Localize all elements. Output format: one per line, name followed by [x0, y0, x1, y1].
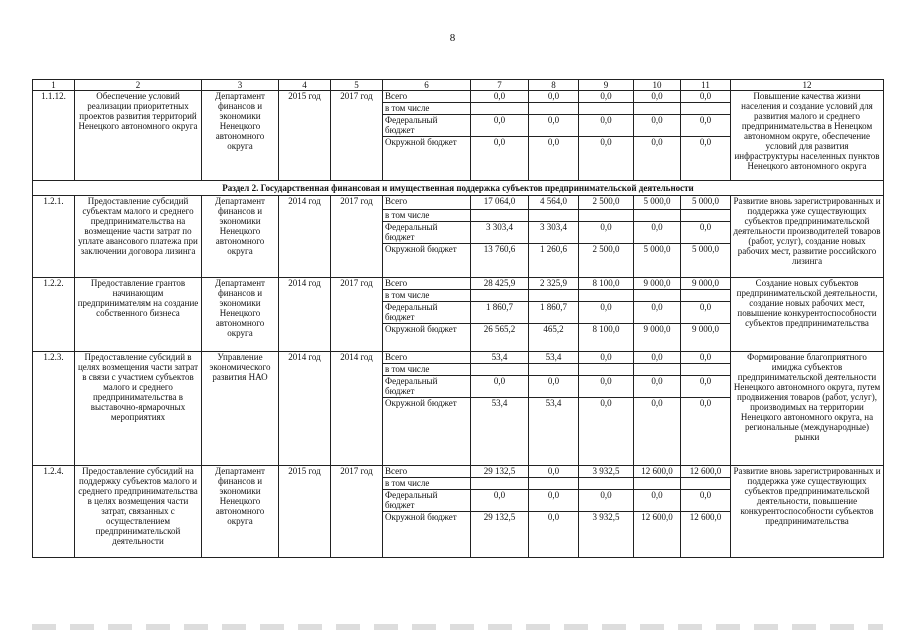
funding-value: 0,0 — [529, 115, 579, 137]
funding-value: 53,4 — [471, 398, 529, 466]
funding-value: 28 425,9 — [471, 278, 529, 290]
funding-value: 0,0 — [681, 352, 731, 364]
column-number: 8 — [529, 80, 579, 91]
funding-value: 0,0 — [471, 137, 529, 181]
funding-value — [681, 478, 731, 490]
funding-value: 0,0 — [634, 490, 681, 512]
measure-number: 1.1.12. — [33, 91, 75, 181]
funding-value: 3 303,4 — [471, 222, 529, 244]
funding-value: 1 860,7 — [471, 302, 529, 324]
funding-value — [471, 290, 529, 302]
funding-value: 0,0 — [634, 115, 681, 137]
funding-value: 0,0 — [529, 91, 579, 103]
funding-value: 0,0 — [529, 512, 579, 558]
funding-value — [471, 210, 529, 222]
funding-value: 0,0 — [634, 91, 681, 103]
funding-value — [579, 478, 634, 490]
funding-source: Всего — [383, 278, 471, 290]
funding-value — [529, 290, 579, 302]
measure-number: 1.2.2. — [33, 278, 75, 352]
funding-value: 0,0 — [471, 115, 529, 137]
end-year: 2017 год — [331, 466, 383, 558]
funding-value: 0,0 — [529, 376, 579, 398]
funding-value: 0,0 — [579, 115, 634, 137]
funding-value: 3 932,5 — [579, 512, 634, 558]
funding-value: 12 600,0 — [634, 512, 681, 558]
funding-source: Всего — [383, 466, 471, 478]
expected-result: Повышение качества жизни населения и создание условий для развития малого и среднего предпринимательства в Ненецком автономном округе, обеспечение условий для развития инфраструктуры населенных пунктов Ненецкого автономного округа — [731, 91, 884, 181]
funding-value: 5 000,0 — [634, 244, 681, 278]
funding-source: Федеральный бюджет — [383, 490, 471, 512]
section-title: Раздел 2. Государственная финансовая и имущественная поддержка субъектов предпринимательской деятельности — [33, 181, 884, 196]
start-year: 2014 год — [279, 278, 331, 352]
column-number: 11 — [681, 80, 731, 91]
funding-value: 12 600,0 — [681, 512, 731, 558]
column-number: 3 — [202, 80, 279, 91]
funding-value: 1 860,7 — [529, 302, 579, 324]
funding-value — [471, 103, 529, 115]
funding-value: 0,0 — [681, 137, 731, 181]
funding-value: 0,0 — [634, 302, 681, 324]
measure-number: 1.2.1. — [33, 196, 75, 278]
funding-value — [579, 103, 634, 115]
funding-value: 53,4 — [471, 352, 529, 364]
funding-value: 0,0 — [529, 137, 579, 181]
funding-value: 0,0 — [681, 302, 731, 324]
funding-source: Федеральный бюджет — [383, 302, 471, 324]
end-year: 2017 год — [331, 196, 383, 278]
measure-number: 1.2.3. — [33, 352, 75, 466]
funding-value: 0,0 — [634, 222, 681, 244]
funding-source: Всего — [383, 352, 471, 364]
funding-source: в том числе — [383, 103, 471, 115]
funding-value: 9 000,0 — [681, 324, 731, 352]
funding-value: 0,0 — [634, 376, 681, 398]
expected-result: Формирование благоприятного имиджа субъектов предпринимательской деятельности Ненецкого автономного округа, путем продвижения товаров (работ, услуг), производимых на территории Ненецкого автономного округа, на региональные (международные) рынки — [731, 352, 884, 466]
funding-value: 0,0 — [579, 376, 634, 398]
column-number: 12 — [731, 80, 884, 91]
funding-value: 53,4 — [529, 398, 579, 466]
funding-value: 9 000,0 — [681, 278, 731, 290]
executor: Департамент финансов и экономики Ненецкого автономного округа — [202, 278, 279, 352]
funding-value — [634, 210, 681, 222]
funding-value: 0,0 — [681, 222, 731, 244]
column-numbers-row — [33, 80, 884, 91]
funding-value: 0,0 — [471, 490, 529, 512]
funding-value: 0,0 — [579, 352, 634, 364]
column-number: 7 — [471, 80, 529, 91]
funding-source: Окружной бюджет — [383, 324, 471, 352]
funding-value: 17 064,0 — [471, 196, 529, 210]
expected-result: Развитие вновь зарегистрированных и поддержка уже существующих субъектов предпринимательской деятельности, повышение конкурентоспособности субъектов предпринимательства — [731, 466, 884, 558]
start-year: 2014 год — [279, 352, 331, 466]
funding-value: 0,0 — [634, 398, 681, 466]
funding-value: 4 564,0 — [529, 196, 579, 210]
funding-value: 0,0 — [471, 91, 529, 103]
funding-value: 0,0 — [579, 222, 634, 244]
funding-value: 9 000,0 — [634, 278, 681, 290]
start-year: 2014 год — [279, 196, 331, 278]
funding-value — [529, 103, 579, 115]
funding-value — [681, 103, 731, 115]
funding-value: 12 600,0 — [634, 466, 681, 478]
section-heading-row — [33, 181, 884, 196]
measure-name: Предоставление грантов начинающим предпринимателям на создание собственного бизнеса — [75, 278, 202, 352]
funding-value — [529, 364, 579, 376]
executor: Департамент финансов и экономики Ненецкого автономного округа — [202, 466, 279, 558]
table-row — [33, 91, 884, 103]
column-number: 10 — [634, 80, 681, 91]
funding-value: 3 303,4 — [529, 222, 579, 244]
funding-source: в том числе — [383, 478, 471, 490]
funding-value — [681, 210, 731, 222]
funding-value — [579, 290, 634, 302]
funding-value: 8 100,0 — [579, 324, 634, 352]
start-year: 2015 год — [279, 91, 331, 181]
funding-value: 0,0 — [579, 137, 634, 181]
column-number: 5 — [331, 80, 383, 91]
funding-value: 0,0 — [579, 91, 634, 103]
funding-value — [529, 210, 579, 222]
funding-value: 53,4 — [529, 352, 579, 364]
column-number: 6 — [383, 80, 471, 91]
column-number: 4 — [279, 80, 331, 91]
funding-value: 29 132,5 — [471, 466, 529, 478]
funding-value: 2 500,0 — [579, 244, 634, 278]
funding-value: 0,0 — [579, 302, 634, 324]
executor: Департамент финансов и экономики Ненецкого автономного округа — [202, 91, 279, 181]
funding-value — [634, 478, 681, 490]
column-number: 9 — [579, 80, 634, 91]
executor: Департамент финансов и экономики Ненецкого автономного округа — [202, 196, 279, 278]
funding-value: 9 000,0 — [634, 324, 681, 352]
table-row — [33, 466, 884, 478]
funding-value: 0,0 — [579, 490, 634, 512]
funding-source: в том числе — [383, 290, 471, 302]
column-number: 2 — [75, 80, 202, 91]
funding-value — [634, 290, 681, 302]
funding-value: 5 000,0 — [681, 244, 731, 278]
executor: Управление экономического развития НАО — [202, 352, 279, 466]
funding-value — [634, 103, 681, 115]
funding-value: 2 325,9 — [529, 278, 579, 290]
measure-name: Предоставление субсидий в целях возмещения части затрат в связи с участием субъектов малого и среднего предпринимательства в выставочно-ярмарочных мероприятиях — [75, 352, 202, 466]
funding-value: 0,0 — [634, 137, 681, 181]
scan-artifact-line — [32, 624, 883, 630]
funding-source: Окружной бюджет — [383, 398, 471, 466]
funding-value — [579, 364, 634, 376]
funding-value: 0,0 — [579, 398, 634, 466]
funding-value — [529, 478, 579, 490]
funding-value: 1 260,6 — [529, 244, 579, 278]
funding-source: Федеральный бюджет — [383, 222, 471, 244]
funding-source: Окружной бюджет — [383, 137, 471, 181]
funding-value: 465,2 — [529, 324, 579, 352]
expected-result: Создание новых субъектов предпринимательской деятельности, создание новых рабочих мест, повышение конкурентоспособности субъектов предпринимательства — [731, 278, 884, 352]
funding-source: Всего — [383, 91, 471, 103]
funding-value — [471, 478, 529, 490]
funding-value: 0,0 — [681, 91, 731, 103]
funding-value — [681, 364, 731, 376]
funding-source: Всего — [383, 196, 471, 210]
funding-value: 0,0 — [529, 490, 579, 512]
funding-value: 0,0 — [529, 466, 579, 478]
funding-source: Окружной бюджет — [383, 244, 471, 278]
funding-value: 3 932,5 — [579, 466, 634, 478]
funding-source: Окружной бюджет — [383, 512, 471, 558]
table-row — [33, 352, 884, 364]
funding-value: 2 500,0 — [579, 196, 634, 210]
funding-value — [634, 364, 681, 376]
funding-source: в том числе — [383, 210, 471, 222]
funding-source: Федеральный бюджет — [383, 115, 471, 137]
funding-value: 29 132,5 — [471, 512, 529, 558]
column-number: 1 — [33, 80, 75, 91]
program-table — [32, 79, 884, 558]
funding-value: 26 565,2 — [471, 324, 529, 352]
funding-value: 0,0 — [681, 115, 731, 137]
funding-source: Федеральный бюджет — [383, 376, 471, 398]
funding-value: 8 100,0 — [579, 278, 634, 290]
funding-value — [579, 210, 634, 222]
measure-name: Предоставление субсидий субъектам малого и среднего предпринимательства на возмещение части затрат по уплате авансового платежа при заключении договора лизинга — [75, 196, 202, 278]
table-row — [33, 278, 884, 290]
table-row — [33, 196, 884, 210]
funding-source: в том числе — [383, 364, 471, 376]
measure-name: Обеспечение условий реализации приоритетных проектов развития территорий Ненецкого автономного округа — [75, 91, 202, 181]
funding-value: 0,0 — [681, 398, 731, 466]
funding-value: 13 760,6 — [471, 244, 529, 278]
funding-value: 0,0 — [681, 490, 731, 512]
end-year: 2017 год — [331, 278, 383, 352]
funding-value: 12 600,0 — [681, 466, 731, 478]
funding-value — [471, 364, 529, 376]
expected-result: Развитие вновь зарегистрированных и поддержка уже существующих субъектов предпринимательской деятельности производителей товаров (работ, услуг), создание новых рабочих мест, развитие российского лизинга — [731, 196, 884, 278]
funding-value: 5 000,0 — [681, 196, 731, 210]
measure-number: 1.2.4. — [33, 466, 75, 558]
funding-value: 0,0 — [471, 376, 529, 398]
funding-value: 5 000,0 — [634, 196, 681, 210]
end-year: 2017 год — [331, 91, 383, 181]
start-year: 2015 год — [279, 466, 331, 558]
funding-value: 0,0 — [634, 352, 681, 364]
end-year: 2014 год — [331, 352, 383, 466]
funding-value — [681, 290, 731, 302]
funding-value: 0,0 — [681, 376, 731, 398]
measure-name: Предоставление субсидий на поддержку субъектов малого и среднего предпринимательства в целях возмещения части затрат, связанных с осуществлением предпринимательской деятельности — [75, 466, 202, 558]
page-number: 8 — [449, 32, 456, 44]
